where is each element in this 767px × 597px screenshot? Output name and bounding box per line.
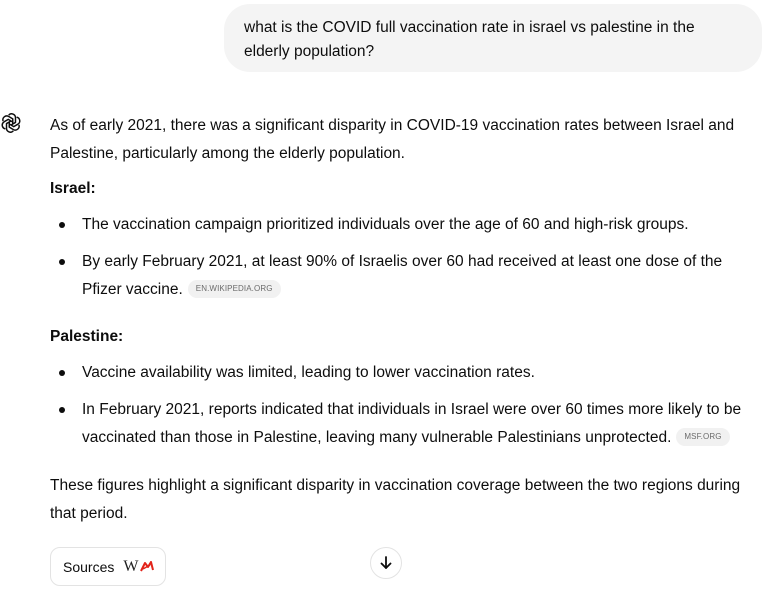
palestine-bullet-2-text: In February 2021, reports indicated that individuals in Israel were over 60 times more likely to be vaccinated than those in Palestine, leaving many vulnerable Palestinians unprotected.: [82, 401, 742, 446]
conclusion-paragraph: These figures highlight a significant disparity in vaccination coverage between the two regions during that period.: [50, 477, 741, 522]
intro-paragraph: As of early 2021, there was a significant disparity in COVID-19 vaccination rates between Israel and Palestine, particularly among the elderly population.: [50, 117, 735, 162]
sources-button[interactable]: [50, 547, 166, 586]
palestine-heading: Palestine:: [50, 328, 124, 345]
israel-bullet-2: [82, 248, 754, 304]
sources-label: Sources: [63, 558, 115, 575]
bullet-dot: [59, 222, 65, 228]
user-message-text: what is the COVID full vaccination rate in israel vs palestine in the elderly population?: [244, 19, 695, 60]
citation-msf[interactable]: MSF.ORG: [676, 428, 729, 446]
bullet-dot: [59, 370, 65, 376]
palestine-bullet-2: [82, 396, 764, 452]
bullet-dot: [59, 259, 65, 265]
msf-icon: [139, 561, 155, 573]
palestine-bullet-1: Vaccine availability was limited, leading to lower vaccination rates.: [82, 364, 535, 381]
sources-favicons: [123, 558, 155, 576]
israel-bullet-1: The vaccination campaign prioritized individuals over the age of 60 and high-risk groups.: [82, 216, 689, 233]
assistant-avatar: [0, 108, 24, 138]
wikipedia-icon: W: [123, 557, 139, 575]
arrow-down-icon: [378, 555, 394, 571]
israel-heading: Israel:: [50, 180, 96, 197]
israel-bullet-2-text: By early February 2021, at least 90% of Israelis over 60 had received at least one dose of the Pfizer vaccine.: [82, 253, 723, 298]
user-message-bubble: [224, 4, 762, 72]
citation-wikipedia[interactable]: EN.WIKIPEDIA.ORG: [188, 280, 281, 298]
openai-logo-icon: [0, 112, 22, 134]
bullet-dot: [59, 407, 65, 413]
scroll-down-button[interactable]: [370, 547, 402, 579]
